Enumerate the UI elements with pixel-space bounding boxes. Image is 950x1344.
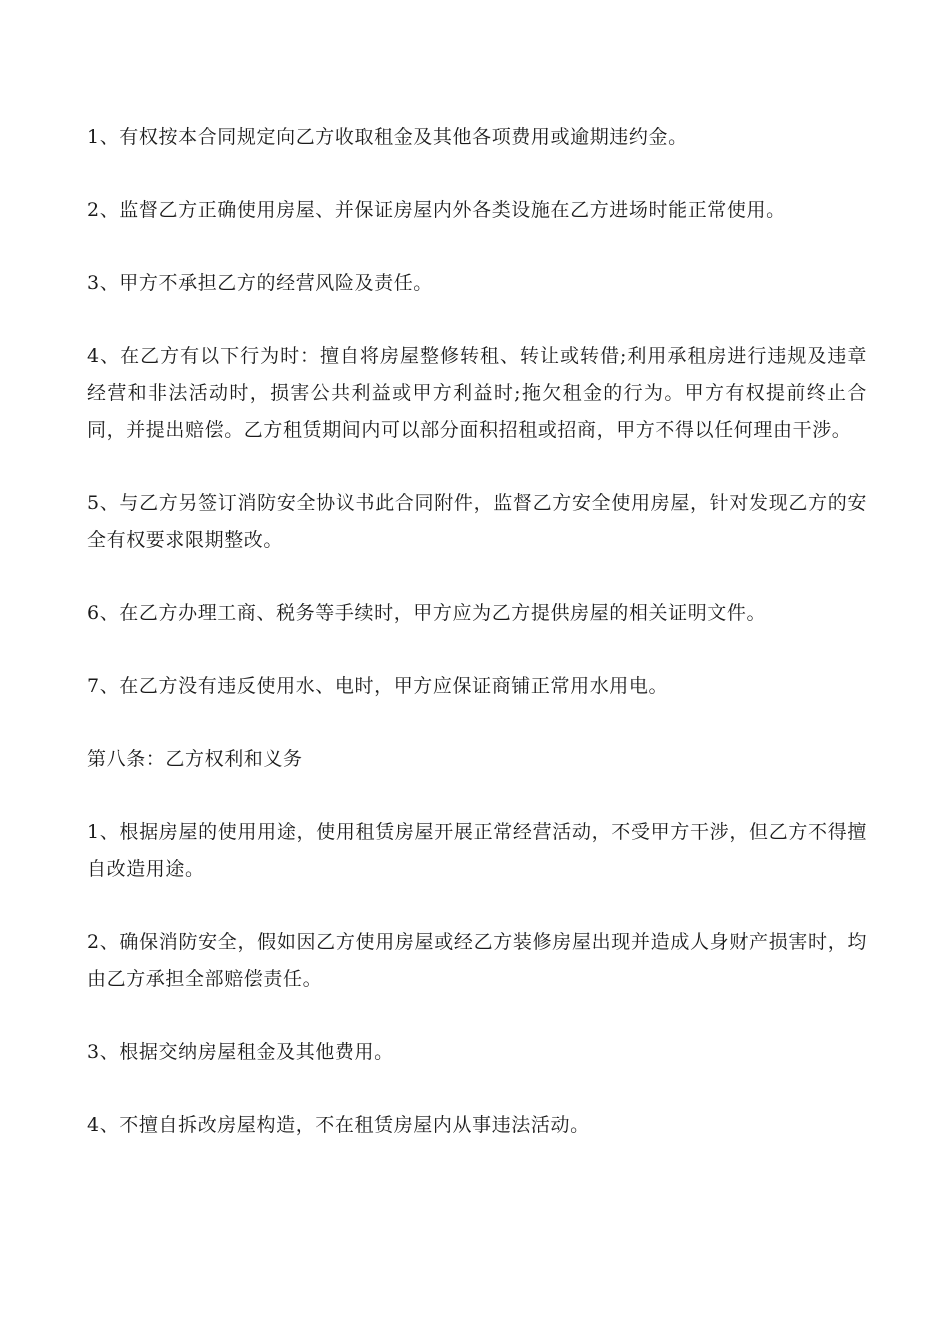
lessor-right-6: 6、在乙方办理工商、税务等手续时，甲方应为乙方提供房屋的相关证明文件。 — [87, 602, 767, 624]
lessee-right-2: 2、确保消防安全，假如因乙方使用房屋或经乙方装修房屋出现并造成人身财产损害时，均由乙方承担全部赔偿责任。 — [87, 931, 867, 990]
article-8-heading: 第八条：乙方权利和义务 — [87, 748, 303, 770]
lessee-right-4: 4、不擅自拆改房屋构造，不在租赁房屋内从事违法活动。 — [87, 1114, 590, 1136]
contract-body — [87, 119, 867, 1180]
lessee-right-3: 3、根据交纳房屋租金及其他费用。 — [87, 1041, 394, 1063]
lessor-right-4: 4、在乙方有以下行为时：擅自将房屋整修转租、转让或转借;利用承租房进行违规及违章经营和非法活动时，损害公共利益或甲方利益时;拖欠租金的行为。甲方有权提前终止合同，并提出赔偿。乙方租赁期间内可以部分面积招租或招商，甲方不得以任何理由干涉。 — [87, 345, 867, 441]
lessor-right-5: 5、与乙方另签订消防安全协议书此合同附件，监督乙方安全使用房屋，针对发现乙方的安全有权要求限期整改。 — [87, 492, 867, 551]
lessee-right-1: 1、根据房屋的使用用途，使用租赁房屋开展正常经营活动，不受甲方干涉，但乙方不得擅自改造用途。 — [87, 821, 867, 880]
lessor-right-1: 1、有权按本合同规定向乙方收取租金及其他各项费用或逾期违约金。 — [87, 126, 688, 148]
lessor-right-3: 3、甲方不承担乙方的经营风险及责任。 — [87, 272, 433, 294]
lessor-right-2: 2、监督乙方正确使用房屋、并保证房屋内外各类设施在乙方进场时能正常使用。 — [87, 199, 786, 221]
lessor-right-7: 7、在乙方没有违反使用水、电时，甲方应保证商铺正常用水用电。 — [87, 675, 669, 697]
